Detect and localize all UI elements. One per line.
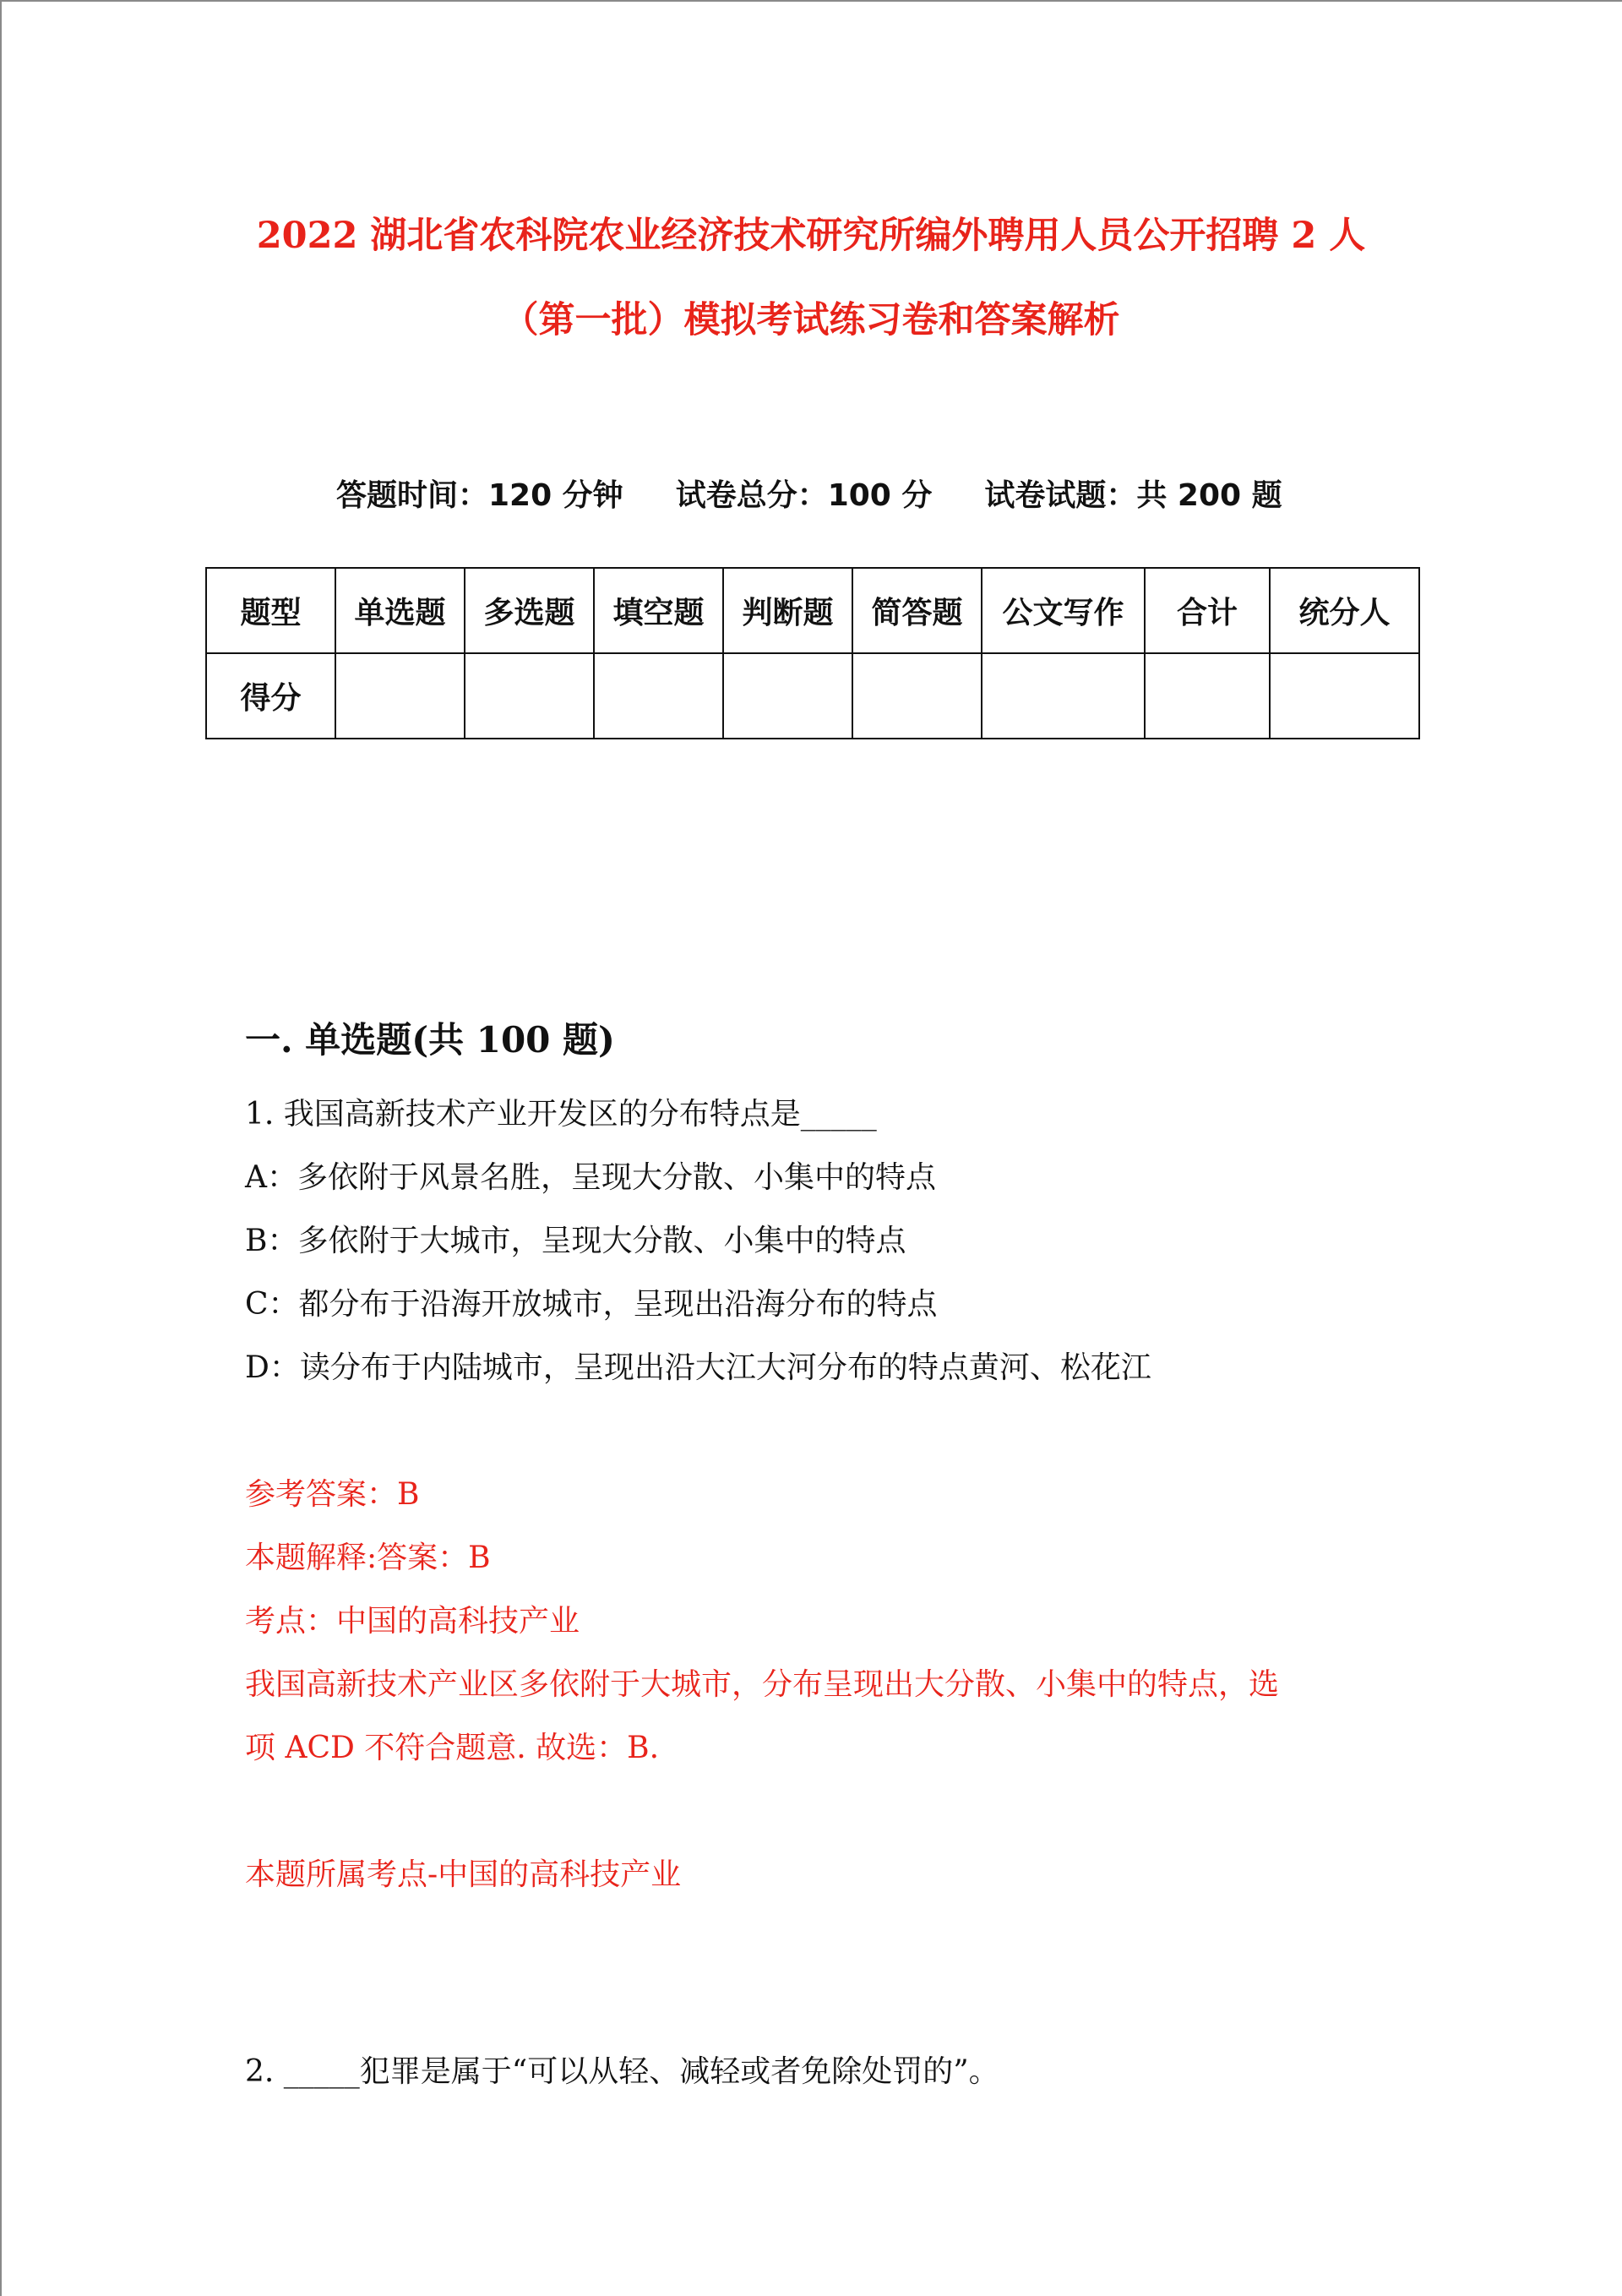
score-cell-short-answer[interactable]	[852, 653, 982, 739]
exam-question-count: 试卷试题：共 200 题	[984, 478, 1282, 513]
score-table-header-row	[206, 568, 1419, 653]
section-title: 一. 单选题(共 100 题)	[245, 1019, 615, 1061]
question-1-analysis-line-1: 我国高新技术产业区多依附于大城市，分布呈现出大分散、小集中的特点，选	[245, 1667, 1280, 1702]
document-title-line-2: （第一批）模拟考试练习卷和答案解析	[502, 299, 1120, 341]
question-1-option-c: C：都分布于沿海开放城市，呈现出沿海分布的特点	[245, 1287, 938, 1322]
score-table-header-cell: 题型	[206, 568, 335, 653]
question-1-point: 考点：中国的高科技产业	[245, 1604, 580, 1639]
score-table-score-row	[206, 653, 1419, 739]
question-1-category: 本题所属考点-中国的高科技产业	[245, 1857, 682, 1892]
question-1-answer: 参考答案：B	[245, 1477, 420, 1512]
score-cell-fill-blank[interactable]	[594, 653, 723, 739]
score-cell-official-writing[interactable]	[982, 653, 1145, 739]
question-1-option-a: A：多依附于风景名胜，呈现大分散、小集中的特点	[245, 1160, 936, 1195]
score-table-header-cell: 判断题	[723, 568, 852, 653]
exam-meta	[336, 472, 1308, 515]
score-table-header-cell: 公文写作	[982, 568, 1145, 653]
question-1-stem: 1. 我国高新技术产业开发区的分布特点是_____	[245, 1097, 877, 1132]
question-1-option-b: B：多依附于大城市，呈现大分散、小集中的特点	[245, 1224, 906, 1258]
score-table-header-cell: 简答题	[852, 568, 982, 653]
score-table-header-cell: 统分人	[1270, 568, 1419, 653]
score-cell-true-false[interactable]	[723, 653, 852, 739]
score-row-label: 得分	[206, 653, 335, 739]
score-table-header-cell: 填空题	[594, 568, 723, 653]
score-table-header-cell: 多选题	[465, 568, 594, 653]
score-cell-grader[interactable]	[1270, 653, 1419, 739]
score-cell-total[interactable]	[1145, 653, 1270, 739]
score-cell-multiple-choice[interactable]	[465, 653, 594, 739]
question-2-stem: 2. _____犯罪是属于“可以从轻、减轻或者免除处罚的”。	[245, 2054, 999, 2089]
score-cell-single-choice[interactable]	[335, 653, 465, 739]
score-table	[205, 567, 1420, 739]
question-1-explanation-label: 本题解释:答案：B	[245, 1541, 491, 1575]
question-1-analysis-line-2: 项 ACD 不符合题意. 故选：B.	[245, 1731, 660, 1765]
question-1-option-d: D：读分布于内陆城市，呈现出沿大江大河分布的特点黄河、松花江	[245, 1350, 1151, 1385]
score-table-header-cell: 合计	[1145, 568, 1270, 653]
score-table-header-cell: 单选题	[335, 568, 465, 653]
document-title-line-1: 2022 湖北省农科院农业经济技术研究所编外聘用人员公开招聘 2 人	[256, 215, 1366, 257]
exam-total-score: 试卷总分：100 分	[675, 478, 933, 513]
exam-time: 答题时间：120 分钟	[336, 478, 623, 513]
